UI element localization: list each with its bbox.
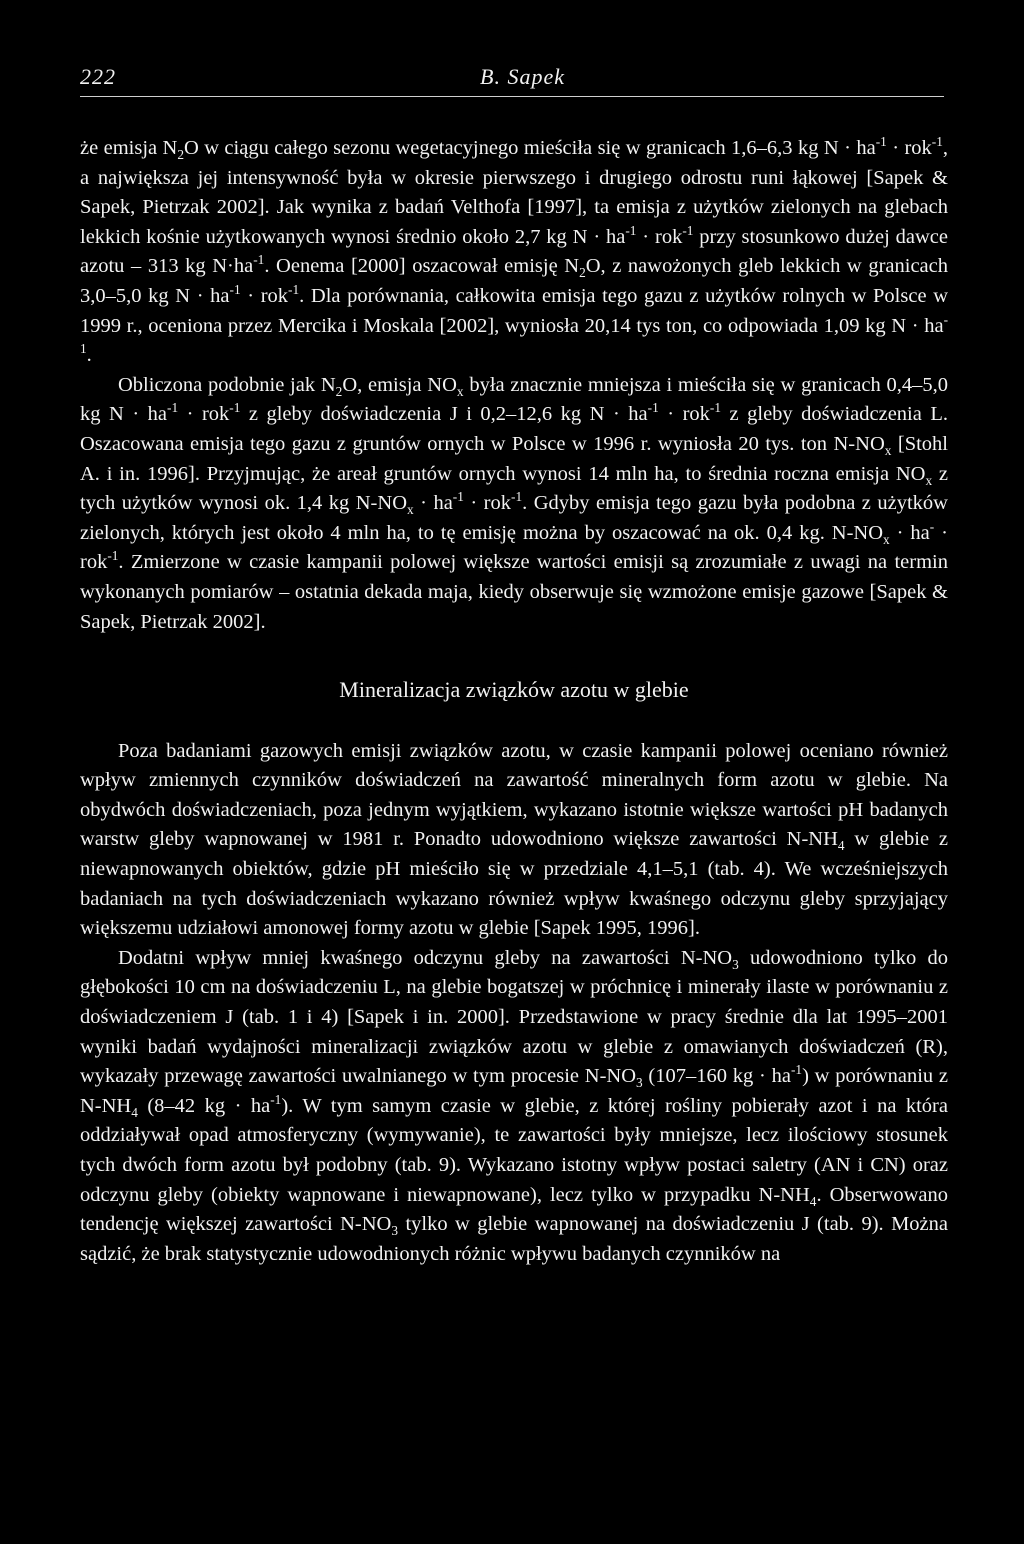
section-heading: Mineralizacja związków azotu w glebie (339, 677, 689, 703)
running-head: B. Sapek (480, 64, 565, 89)
paragraph: że emisja $N_2O$ w ciągu całego sezonu wegetacyjnego mieściła się w granicach 1,6–6,3 kg $N \cdot ha^{-1} \cdot rok^{-1}$, a największa jej intensywność była w okresie pierwszego i drugiego odrostu runi łąkowej [Sapek & Sapek, Pietrzak 2002]. Jak wynika z badań Velthofa [1997], ta emisja z użytków zielonych na glebach lekkich kośnie użytkowanych wynosi średnio około 2,7 kg $N \cdot ha^{-1} \cdot rok^{-1}$ przy stosunkowo dużej dawce azotu – 313 kg $N\cdot ha^{-1}$. Oenema [2000] oszacował emisję $N_2O$, z nawożonych gleb lekkich w granicach 3,0–5,0 kg $N \cdot ha^{-1} \cdot rok^{-1}$. Dla porównania, całkowita emisja tego gazu z użytków rolnych w Polsce w 1999 r., oceniona przez Mercika i Moskala [2002], wyniosła 20,14 tys ton, co odpowiada 1,09 kg $N \cdot ha^{-1}$. (80, 134, 948, 367)
page-header (80, 60, 944, 97)
paragraph: Poza badaniami gazowych emisji związków azotu, w czasie kampanii polowej oceniano również wpływ zmiennych czynników doświadczeń na zawartość mineralnych form azotu w glebie. Na obydwóch doświadczeniach, poza jednym wyjątkiem, wykazano istotnie większe wartości pH badanych warstw gleby wapnowanej w 1981 r. Ponadto udowodniono większe zawartości $N-NH_4$ w glebie z niewapnowanych obiektów, gdzie pH mieściło się w przedziale 4,1–5,1 (tab. 4). We wcześniejszych badaniach na tych doświadczeniach wykazano również wpływ kwaśnego odczynu gleby sprzyjający większemu udziałowi amonowej formy azotu w glebie [Sapek 1995, 1996]. (80, 739, 948, 940)
paragraph: Dodatni wpływ mniej kwaśnego odczynu gleby na zawartości $N-NO_3$ udowodniono tylko do głębokości 10 cm na doświadczeniu L, na glebie bogatszej w próchnicę i minerały ilaste w porównaniu z doświadczeniem J (tab. 1 i 4) [Sapek i in. 2000]. Przedstawione w pracy średnie dla lat 1995–2001 wyniki badań wydajności mineralizacji związków azotu w glebie z omawianych doświadczeń (R), wykazały przewagę zawartości uwalnianego w tym procesie $N-NO_3$ (107–160 kg · $ha^{-1}$) w porównaniu z $N-NH_4$ (8–42 kg · $ha^{-1}$). W tym samym czasie w glebie, z której rośliny pobierały azot i na która oddziaływał opad atmosferyczny (wymywanie), te zawartości były mniejsze, lecz ilościowy stosunek tych dwóch form azotu był podobny (tab. 9). Wykazano istotny wpływ postaci saletry (AN i CN) oraz odczynu gleby (obiekty wapnowane i niewapnowane), lecz tylko w przypadku $N-NH_4$. Obserwowano tendencję większej zawartości $N-NO_3$ tylko w glebie wapnowanej na doświadczeniu J (tab. 9). Można sądzić, że brak statystycznie udowodnionych różnic wpływu badanych czynników na (80, 946, 949, 1265)
paragraph: Obliczona podobnie jak $N_2O$, emisja $NO_x$ była znacznie mniejsza i mieściła się w granicach 0,4–5,0 kg $N \cdot ha^{-1} \cdot rok^{-1}$ z gleby doświadczenia J i 0,2–12,6 kg $N \cdot ha^{-1} \cdot rok^{-1}$ z gleby doświadczenia L. Oszacowana emisja tego gazu z gruntów ornych w Polsce w 1996 r. wyniosła 20 tys. ton $N-NO_x$ [Stohl A. i in. 1996]. Przyjmując, że areał gruntów ornych wynosi 14 mln ha, to średnia roczna emisja $NO_x$ z tych użytków wynosi ok. 1,4 kg $N-NO_x \cdot ha^{-1} \cdot rok^{-1}$. Gdyby emisja tego gazu była podobna z użytków zielonych, których jest około 4 mln ha, to tę emisję można by oszacować na ok. 0,4 kg. $N-NO_x \cdot ha^- \cdot rok^{-1}$. Zmierzone w czasie kampanii polowej większe wartości emisji są zrozumiałe z uwagi na termin wykonanych pomiarów – ostatnia dekada maja, kiedy obserwuje się wzmożone emisje gazowe [Sapek & Sapek, Pietrzak 2002]. (80, 373, 949, 633)
page-number: 222 (80, 64, 116, 89)
body-text (80, 134, 948, 1269)
